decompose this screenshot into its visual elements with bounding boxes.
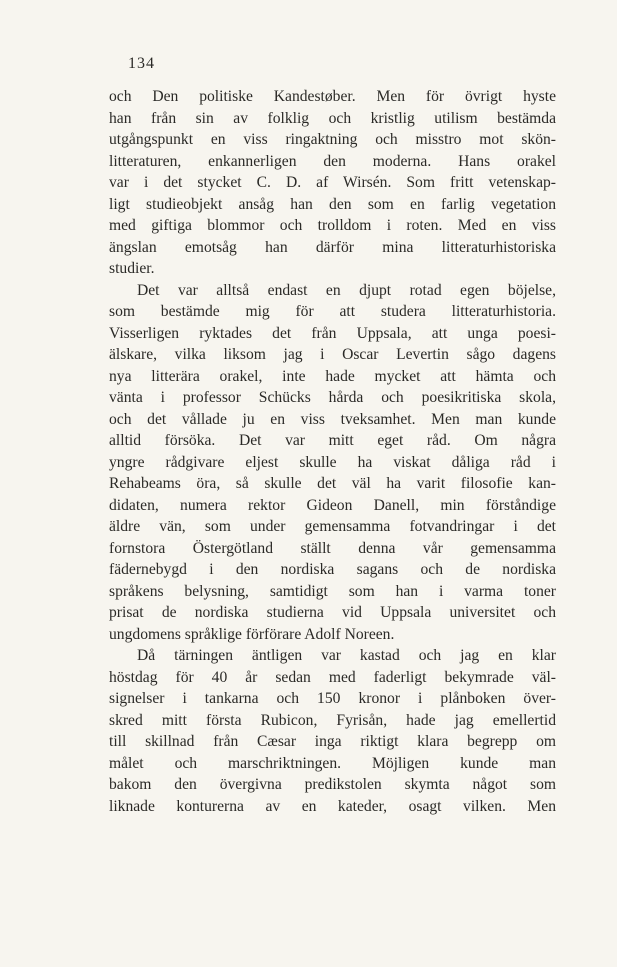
text-line: utgångspunkt en viss ringaktning och misstro mot skön- [109, 131, 556, 148]
paragraph [109, 280, 556, 646]
text-line: litteraturen, enkannerligen den moderna. Hans orakel [109, 152, 556, 170]
text-line: prisat de nordiska studierna vid Uppsala universitet och [109, 604, 556, 621]
text-line: nya litterära orakel, inte hade mycket att hämta och [109, 367, 556, 385]
text-line: älskare, vilka liksom jag i Oscar Levertin sågo dagens [109, 346, 556, 363]
text-line: med giftiga blommor och trolldom i roten. Med en viss [109, 217, 556, 234]
text-line: Visserligen ryktades det från Uppsala, att unga poesi- [109, 324, 556, 342]
text-line: ungdomens språklige förförare Adolf Noreen. [109, 625, 395, 643]
paragraph [109, 645, 556, 817]
text-line: yngre rådgivare eljest skulle ha viskat dåliga råd i [109, 453, 556, 471]
text-line: bakom den övergivna predikstolen skymta något som [109, 776, 556, 793]
text-line: till skillnad från Cæsar inga riktigt klara begrepp om [109, 733, 556, 750]
text-line: målet och marschriktningen. Möjligen kunde man [109, 754, 556, 772]
text-line: språkens belysning, samtidigt som han i varma toner [109, 582, 556, 600]
text-line: didaten, numera rektor Gideon Danell, min förståndige [109, 496, 556, 514]
text-line: ligt studieobjekt ansåg han den som en farlig vegetation [109, 195, 556, 213]
text-line: ängslan emotsåg han därför mina litteraturhistoriska [109, 238, 556, 256]
text-line: han från sin av folklig och kristlig utilism bestämda [109, 109, 556, 127]
text-line: alltid försöka. Det var mitt eget råd. Om några [109, 432, 556, 449]
text-line: skred mitt första Rubicon, Fyrisån, hade jag emellertid [109, 711, 556, 729]
text-line: och det vållade ju en viss tveksamhet. Men man kunde [109, 410, 556, 428]
body-text [109, 86, 556, 817]
text-line: och Den politiske Kandestøber. Men för övrigt hyste [109, 88, 556, 105]
page-number: 134 [128, 55, 155, 72]
text-line: höstdag för 40 år sedan med faderligt bekymrade väl- [109, 668, 556, 686]
text-line: signelser i tankarna och 150 kronor i plånboken över- [109, 690, 556, 707]
text-line: Rehabeams öra, så skulle det väl ha varit filosofie kan- [109, 475, 556, 492]
text-line: var i det stycket C. D. af Wirsén. Som fritt vetenskap- [109, 174, 556, 191]
text-line: fornstora Östergötland ställt denna vår gemensamma [109, 539, 556, 557]
text-line: liknade konturerna av en kateder, osagt vilken. Men [109, 797, 556, 815]
text-line: Då tärningen äntligen var kastad och jag en klar [137, 647, 556, 664]
text-line: som bestämde mig för att studera litteraturhistoria. [109, 303, 556, 320]
paragraph [109, 86, 556, 280]
text-line: vänta i professor Schücks hårda och poesikritiska skola, [109, 389, 556, 406]
text-line: studier. [109, 260, 155, 277]
text-line: fädernebygd i den nordiska sagans och de nordiska [109, 561, 556, 578]
text-line: äldre vän, som under gemensamma fotvandringar i det [109, 518, 556, 535]
text-line: Det var alltså endast en djupt rotad egen böjelse, [137, 281, 556, 299]
